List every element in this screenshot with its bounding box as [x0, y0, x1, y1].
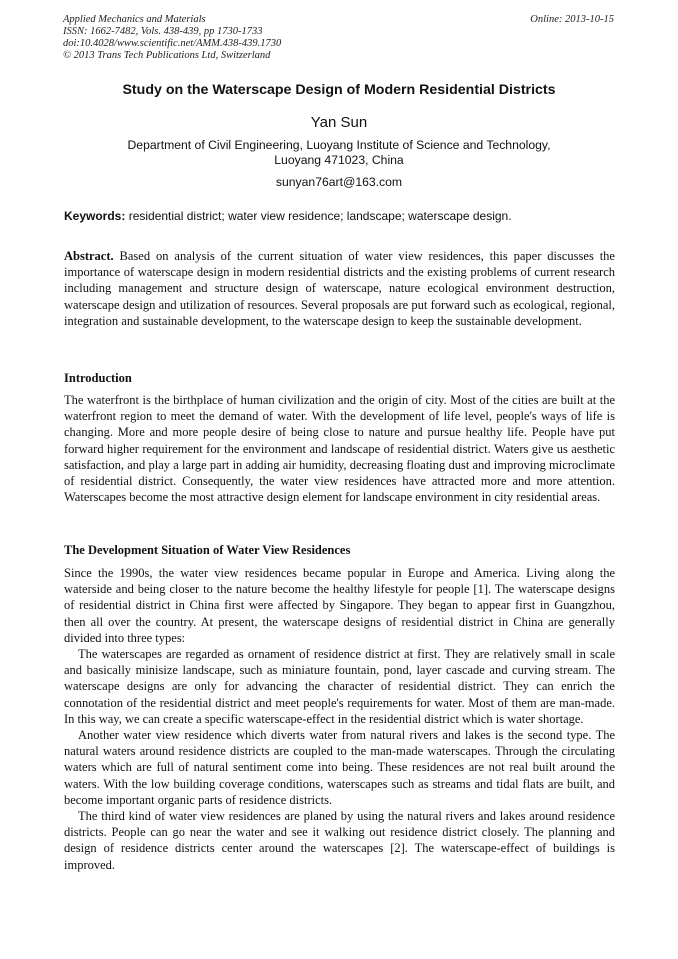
- abstract-label: Abstract.: [64, 249, 114, 263]
- keywords: [64, 209, 624, 224]
- copyright-line: © 2013 Trans Tech Publications Ltd, Switzerland: [63, 50, 271, 61]
- development-paragraph-2: The waterscapes are regarded as ornament of residence district at first. They are relatively small in scale and basically minisize landscape, such as miniature fountain, pond, layer cascade and curving stream. The waterscape designs are only for advancing the character of residential district. They can enrich the connotation of the residential district and meet people's requirements for water. Most of them are man-made. In this way, we can create a specific waterscape-effect in the residential district which is water shortage.: [64, 647, 615, 726]
- affiliation-line-1: Department of Civil Engineering, Luoyang Institute of Science and Technology,: [127, 138, 551, 152]
- doi-line: doi:10.4028/www.scientific.net/AMM.438-439.1730: [63, 38, 282, 49]
- introduction-paragraph: The waterfront is the birthplace of human civilization and the origin of city. Most of the cities are built at the waterfront region to meet the demand of water. With the development of life level, people's ways of life is changing. More and more people desire of being close to nature and pursue healthy life. People have put forward higher requirement for the environment and landscape of residential district. Waters give us aesthetic satisfaction, and play a large part in adding air humidity, decreasing floating dust and improving microclimate of residential district. Consequently, the water view residences have attracted more and more attention. Waterscapes become the most attractive design element for landscape environment in city residential areas.: [64, 393, 615, 505]
- affiliation: [0, 138, 678, 168]
- development-body: [64, 565, 615, 873]
- issn-line: ISSN: 1662-7482, Vols. 438-439, pp 1730-1733: [63, 26, 263, 37]
- development-paragraph-3: Another water view residence which diverts water from natural rivers and lakes is the second type. The natural waters around residence districts are coupled to the man-made waterscapes. Through the circulating waters which are full of natural sentiment come into being. These residences are not real built around the waters. With the low building coverage conditions, waterscapes such as streams and tidal flats are built, and become important organic parts of residence districts.: [64, 728, 615, 807]
- abstract: [64, 248, 615, 329]
- author-email: sunyan76art@163.com: [275, 175, 403, 189]
- keywords-label: Keywords:: [64, 209, 126, 223]
- section-heading-introduction: Introduction: [64, 371, 132, 385]
- development-paragraph-4: The third kind of water view residences are planed by using the natural rivers and lakes around residence districts. People can go near the water and see it walking out residence district closely. The planning and design of residence districts center around the waterscapes [2]. The waterscape-effect of buildings is improved.: [64, 809, 615, 872]
- online-date: Online: 2013-10-15: [530, 14, 614, 25]
- introduction-body: [64, 392, 615, 505]
- keywords-text: residential district; water view residence; landscape; waterscape design.: [125, 209, 512, 223]
- journal-header: [63, 14, 281, 62]
- development-paragraph-1: Since the 1990s, the water view residences became popular in Europe and America. Living along the waterside and being closer to the nature become the healthy lifestyle for people [1]. The waterscape designs of residential district in China first were affected by Singapore. They began to appear first in Guangzhou, then all over the country. At present, the waterscape designs of residential district in China are generally divided into three types:: [64, 566, 615, 645]
- section-heading-development: The Development Situation of Water View Residences: [64, 543, 351, 557]
- abstract-text: Based on analysis of the current situation of water view residences, this paper discusses the importance of waterscape design in modern residential districts and the existing problems of current research including management and structure design of waterscape, nature ecological environment destruction, waterscape design and utilization of resources. Several proposals are put forward such as ecological, regional, integration and sustainable development, to the waterscape design to keep the sustainable development.: [64, 249, 615, 328]
- affiliation-line-2: Luoyang 471023, China: [274, 153, 404, 167]
- journal-name: Applied Mechanics and Materials: [63, 14, 206, 25]
- author-name: Yan Sun: [310, 114, 368, 131]
- paper-title: Study on the Waterscape Design of Modern Residential Districts: [122, 82, 556, 98]
